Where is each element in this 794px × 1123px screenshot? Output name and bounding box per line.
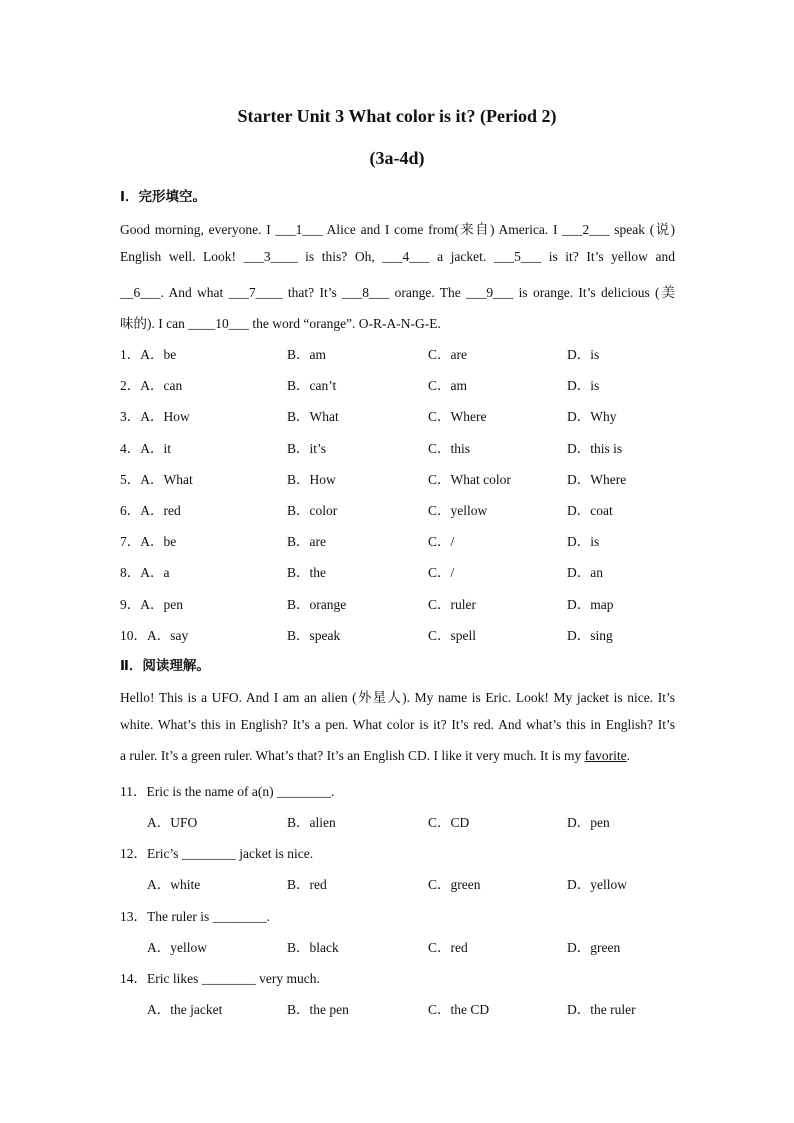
section-heading-reading: Ⅱ．阅读理解。 bbox=[120, 658, 210, 674]
option-b: B．How bbox=[287, 472, 336, 487]
reading-options-row bbox=[0, 811, 794, 831]
option-c: C．Where bbox=[428, 409, 487, 424]
cloze-passage-line: Good morning, everyone. I ___1___ Alice and I come from(来自) America. I ___2___ speak (说) bbox=[120, 222, 675, 237]
option-a: 5．A．What bbox=[120, 472, 193, 487]
option-d: D．Why bbox=[567, 409, 617, 424]
cloze-passage-line: English well. Look! ___3____ is this? Oh, ___4___ a jacket. ___5___ is it? It’s yellow and bbox=[120, 249, 675, 264]
option-c: C．What color bbox=[428, 472, 511, 487]
option-c: C．are bbox=[428, 347, 467, 362]
option-b: B．speak bbox=[287, 628, 341, 643]
option-c: C．this bbox=[428, 441, 471, 456]
option-a: 1．A．be bbox=[120, 347, 177, 362]
option-a: 6．A．red bbox=[120, 503, 181, 518]
option-d: D．Where bbox=[567, 472, 627, 487]
option-c: C．yellow bbox=[428, 503, 488, 518]
option-d: D．sing bbox=[567, 628, 613, 643]
cloze-question-row bbox=[0, 624, 794, 644]
option-d: D．is bbox=[567, 534, 600, 549]
cloze-question-row bbox=[0, 530, 794, 550]
cloze-question-row bbox=[0, 437, 794, 457]
option-d: D．yellow bbox=[567, 877, 627, 892]
page-title: Starter Unit 3 What color is it? (Period 2) bbox=[237, 106, 557, 126]
page-subtitle: (3a-4d) bbox=[369, 148, 425, 168]
option-d: D．map bbox=[567, 597, 614, 612]
option-b: B．the pen bbox=[287, 1002, 349, 1017]
option-b: B．orange bbox=[287, 597, 347, 612]
option-a: A．UFO bbox=[147, 815, 198, 830]
option-a: 9．A．pen bbox=[120, 597, 183, 612]
option-d: D．coat bbox=[567, 503, 613, 518]
option-d: D．pen bbox=[567, 815, 610, 830]
cloze-passage-line: 味的). I can ____10___ the word “orange”. O-R-A-N-G-E. bbox=[120, 316, 441, 331]
option-b: B．red bbox=[287, 877, 327, 892]
option-b: B．What bbox=[287, 409, 339, 424]
option-b: B．color bbox=[287, 503, 338, 518]
option-d: D．is bbox=[567, 378, 600, 393]
option-d: D．the ruler bbox=[567, 1002, 636, 1017]
cloze-question-row bbox=[0, 468, 794, 488]
option-d: D．this is bbox=[567, 441, 623, 456]
option-a: 3．A．How bbox=[120, 409, 190, 424]
cloze-question-row bbox=[0, 343, 794, 363]
option-d: D．green bbox=[567, 940, 621, 955]
option-c: C．ruler bbox=[428, 597, 476, 612]
option-d: D．an bbox=[567, 565, 603, 580]
reading-passage-line: Hello! This is a UFO. And I am an alien (外星人). My name is Eric. Look! My jacket is nice. It’s bbox=[120, 690, 675, 705]
reading-passage-line-last bbox=[120, 748, 675, 764]
option-a: 10．A．say bbox=[120, 628, 189, 643]
option-a: 7．A．be bbox=[120, 534, 177, 549]
option-a: 8．A．a bbox=[120, 565, 170, 580]
option-a: A．the jacket bbox=[147, 1002, 223, 1017]
option-c: C．green bbox=[428, 877, 481, 892]
option-b: B．alien bbox=[287, 815, 336, 830]
option-b: B．the bbox=[287, 565, 326, 580]
underlined-word: favorite bbox=[584, 748, 627, 763]
option-a: 4．A．it bbox=[120, 441, 172, 456]
reading-options-row bbox=[0, 998, 794, 1018]
option-c: C．CD bbox=[428, 815, 470, 830]
option-c: C．the CD bbox=[428, 1002, 490, 1017]
reading-passage-text: a ruler. It’s a green ruler. What’s that? It’s an English CD. I like it very much. It is my bbox=[120, 748, 585, 763]
option-d: D．is bbox=[567, 347, 600, 362]
option-a: A．yellow bbox=[147, 940, 207, 955]
cloze-question-row bbox=[0, 499, 794, 519]
cloze-passage-line: __6___. And what ___7____ that? It’s ___8___ orange. The ___9___ is orange. It’s delicious (美 bbox=[120, 285, 675, 300]
option-b: B．are bbox=[287, 534, 326, 549]
option-b: B．black bbox=[287, 940, 339, 955]
option-a: 2．A．can bbox=[120, 378, 183, 393]
cloze-question-row bbox=[0, 561, 794, 581]
option-c: C．spell bbox=[428, 628, 477, 643]
cloze-question-row bbox=[0, 593, 794, 613]
period: . bbox=[626, 748, 631, 763]
reading-question-stem: 13．The ruler is ________. bbox=[120, 909, 270, 924]
section-heading-cloze: Ⅰ．完形填空。 bbox=[120, 189, 207, 205]
reading-passage-line: white. What’s this in English? It’s a pen. What color is it? It’s red. And what’s this in English? It’s bbox=[120, 717, 675, 732]
option-c: C．/ bbox=[428, 534, 455, 549]
option-c: C．am bbox=[428, 378, 467, 393]
cloze-question-row bbox=[0, 374, 794, 394]
option-c: C．/ bbox=[428, 565, 455, 580]
reading-question-stem: 14．Eric likes ________ very much. bbox=[120, 971, 320, 986]
option-b: B．am bbox=[287, 347, 326, 362]
reading-options-row bbox=[0, 873, 794, 893]
cloze-question-row bbox=[0, 405, 794, 425]
option-c: C．red bbox=[428, 940, 468, 955]
reading-question-stem: 11．Eric is the name of a(n) ________. bbox=[120, 784, 335, 799]
reading-options-row bbox=[0, 936, 794, 956]
reading-question-stem: 12．Eric’s ________ jacket is nice. bbox=[120, 846, 314, 861]
option-b: B．it’s bbox=[287, 441, 327, 456]
option-b: B．can’t bbox=[287, 378, 337, 393]
option-a: A．white bbox=[147, 877, 201, 892]
